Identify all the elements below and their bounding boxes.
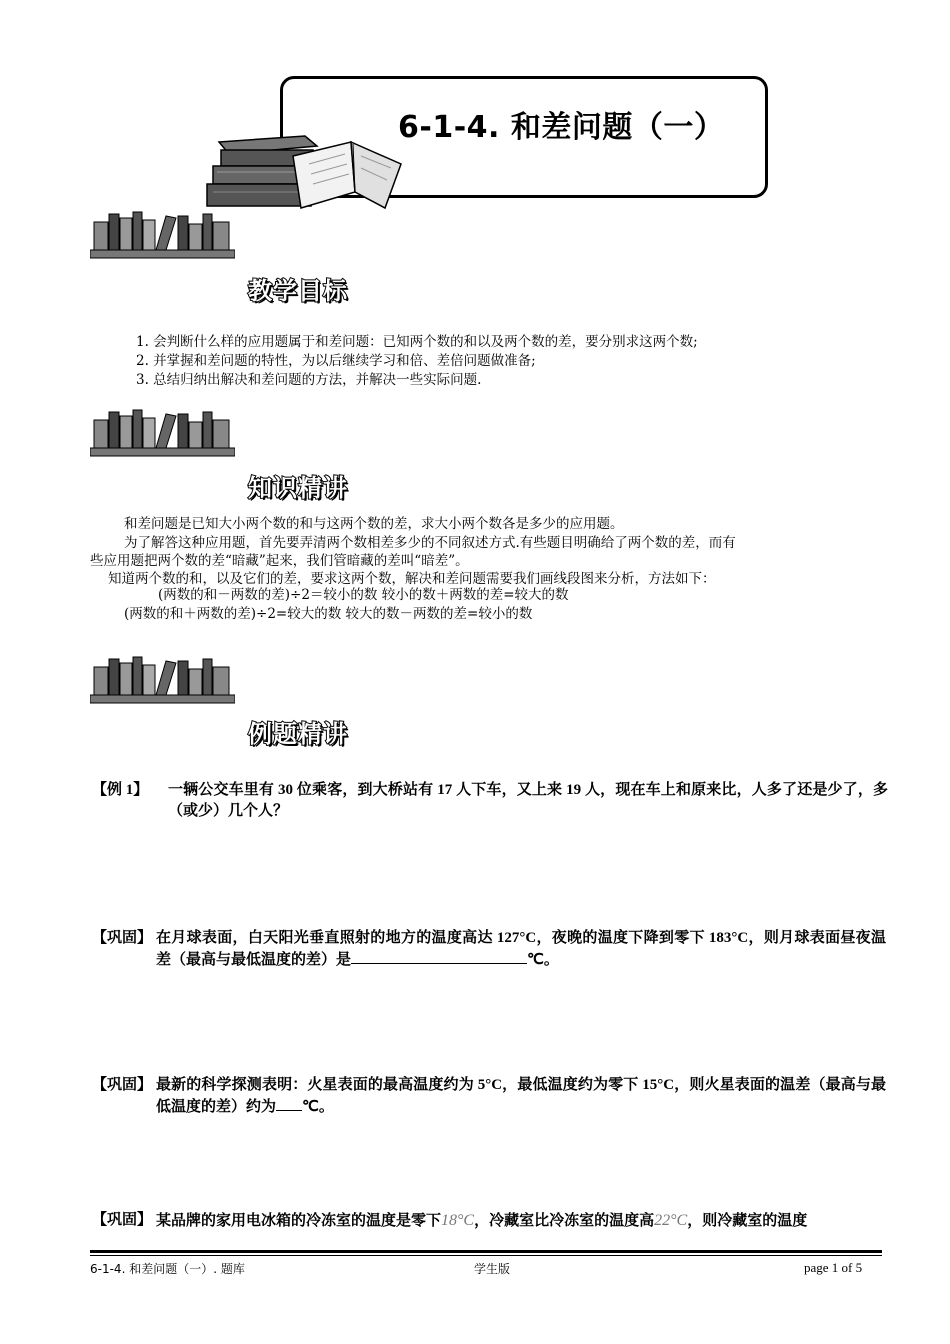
question-tag: 【例 1】 xyxy=(92,782,149,798)
bookshelf-icon xyxy=(90,655,235,705)
question-tag: 【巩固】 xyxy=(92,930,153,946)
question-tag: 【巩固】 xyxy=(92,1077,153,1093)
question-text: 一辆公交车里有 30 位乘客，到大桥站有 17 人下车，又上来 19 人，现在车上和原来比，人多了还是少了，多（或少）几个人？ xyxy=(168,782,888,819)
objective-3: 3. 总结归纳出解决和差问题的方法，并解决一些实际问题. xyxy=(136,372,482,388)
knowledge-p2a: 为了解答这种应用题，首先要弄清两个数相差多少的不同叙述方式.有些题目明确给了两个数的差，而有 xyxy=(124,535,736,551)
bookshelf-icon xyxy=(90,408,235,458)
footer-rule xyxy=(90,1255,882,1256)
knowledge-p1: 和差问题是已知大小两个数的和与这两个数的差，求大小两个数各是多少的应用题。 xyxy=(124,516,624,532)
footer-rule xyxy=(90,1250,882,1253)
objective-2: 2. 并掌握和差问题的特性，为以后继续学习和倍、差倍问题做准备; xyxy=(136,353,536,369)
bookshelf-icon xyxy=(90,210,235,260)
practice-1 xyxy=(92,928,888,972)
practice-2 xyxy=(92,1075,888,1119)
knowledge-title: 知识精讲 xyxy=(248,474,348,502)
footer-left: 6-1-4. 和差问题（一）. 题库 xyxy=(90,1262,245,1276)
examples-title: 例题精讲 xyxy=(248,720,348,748)
question-text: 某品牌的家用电冰箱的冷冻室的温度是零下18°C，冷藏室比冷冻室的温度高22°C，则冷藏室的温度 xyxy=(156,1212,808,1229)
question-tag: 【巩固】 xyxy=(92,1212,153,1228)
knowledge-p3: 知道两个数的和，以及它们的差，要求这两个数，解决和差问题需要我们画线段图来分析，方法如下： xyxy=(108,571,716,587)
knowledge-p2b: 些应用题把两个数的差“暗藏”起来，我们管暗藏的差叫“暗差”。 xyxy=(90,553,469,569)
formula-1: (两数的和－两数的差)÷2＝较小的数 较小的数＋两数的差=较大的数 xyxy=(158,587,569,603)
books-illustration xyxy=(205,128,405,210)
example-1 xyxy=(92,780,888,824)
objectives-title: 教学目标 xyxy=(248,277,348,305)
practice-3 xyxy=(92,1210,888,1234)
question-text: 在月球表面，白天阳光垂直照射的地方的温度高达 127°C，夜晚的温度下降到零下 183°C，则月球表面昼夜温差（最高与最低温度的差）是 ℃。 xyxy=(156,930,886,968)
objective-1: 1. 会判断什么样的应用题属于和差问题：已知两个数的和以及两个数的差，要分别求这两个数; xyxy=(136,334,698,350)
answer-blank[interactable] xyxy=(351,949,527,964)
page-title: 6-1-4. 和差问题（一） xyxy=(398,110,725,145)
footer-center: 学生版 xyxy=(474,1262,511,1276)
footer-page-number: page 1 of 5 xyxy=(804,1260,863,1275)
formula-2: (两数的和＋两数的差)÷2=较大的数 较大的数－两数的差=较小的数 xyxy=(124,606,533,622)
question-text: 最新的科学探测表明：火星表面的最高温度约为 5°C，最低温度约为零下 15°C，则火星表面的温差（最高与最低温度的差）约为 ℃。 xyxy=(156,1077,886,1115)
answer-blank[interactable] xyxy=(276,1096,302,1111)
